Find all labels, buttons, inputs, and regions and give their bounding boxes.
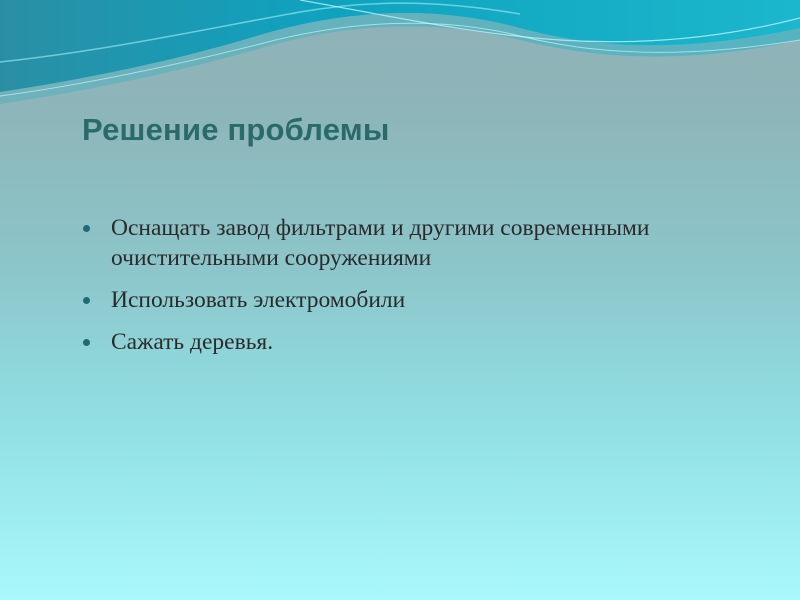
bullet-item-filters: [80, 213, 700, 273]
slide-title: Решение проблемы: [82, 112, 390, 147]
bullet-text: Сажать деревья.: [111, 329, 274, 355]
bullet-text: Оснащать завод фильтрами и другими современными очистительными сооружениями: [111, 215, 650, 271]
decorative-wave-header: [0, 0, 800, 110]
bullet-item-trees: [80, 327, 700, 357]
bullet-dot-icon: [83, 339, 90, 346]
bullet-list: [80, 213, 700, 369]
bullet-dot-icon: [83, 297, 90, 304]
bullet-dot-icon: [83, 225, 90, 232]
bullet-item-electric-cars: [80, 285, 700, 315]
bullet-text: Использовать электромобили: [111, 287, 406, 313]
